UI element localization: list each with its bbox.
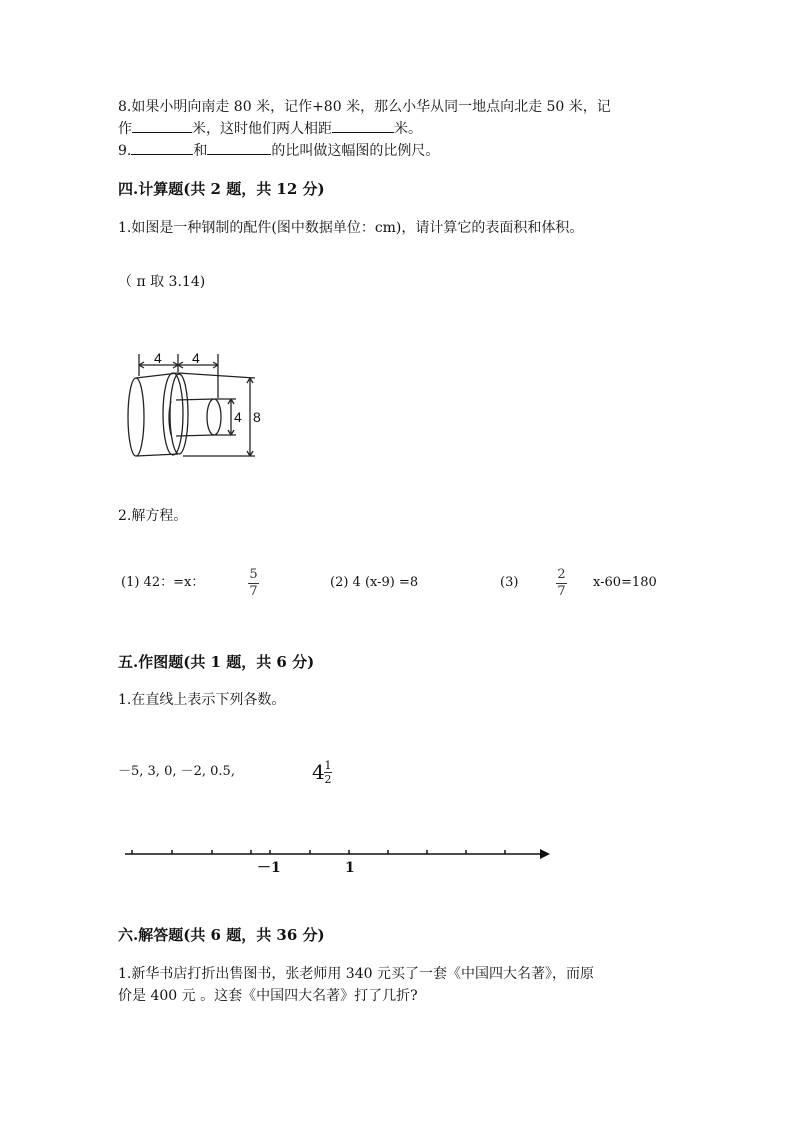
q8-text-c: 米。 [394,121,422,137]
equation-2: (2) 4 (x-9) =8 [330,575,419,590]
equation-3-fraction [556,568,567,599]
number-line[interactable] [120,842,560,882]
section4-q2-text: 2.解方程。 [118,508,188,524]
q8-line2 [118,119,422,139]
eq1-frac-num: 5 [249,567,258,582]
section4-q1-text: 1.如图是一种钢制的配件(图中数据单位：cm)，请计算它的表面积和体积。 [118,220,584,236]
dim-outer-label: 8 [253,409,261,425]
q9-blank-1[interactable] [131,142,193,155]
q9-mid: 和 [193,143,208,159]
mixed-num: 1 [324,759,332,772]
dim-right-label: 4 [192,350,200,366]
equation-3-suffix: x-60=180 [593,575,657,590]
section5-title: 五.作图题(共 1 题，共 6 分) [118,653,315,671]
mixed-number-fraction [324,760,332,785]
mixed-number-whole: 4 [312,760,325,784]
arrow-right-icon [540,849,550,859]
numbers-list: －5, 3, 0, －2, 0.5, [118,764,235,779]
axis-label-neg-one: －1 [257,860,281,876]
q8-blank-1[interactable] [132,120,192,133]
equation-3-prefix: (3) [500,575,519,590]
q9-blank-2[interactable] [207,142,271,155]
q9-num: 9. [118,143,132,159]
dim-inner-label: 4 [234,409,242,425]
section6-q1-line2: 价是 400 元 。这套《中国四大名著》打了几折? [118,988,418,1004]
section5-q1-text: 1.在直线上表示下列各数。 [118,692,286,708]
equation-1: (1) 42：=x： [121,575,205,590]
q8-line1: 8.如果小明向南走 80 米，记作+80 米，那么小华从同一地点向北走 50 米，记 [118,99,611,115]
pi-note: （ π 取 3.14) [118,274,206,290]
equation-1-fraction [248,568,259,599]
q8-text-a: 作 [118,121,132,137]
q9-end: 的比叫做这幅图的比例尺。 [271,143,440,159]
steel-part-figure [118,346,268,461]
q8-blank-2[interactable] [332,120,394,133]
q9-line [118,141,439,161]
section6-q1-line1: 1.新华书店打折出售图书，张老师用 340 元买了一套《中国四大名著》，而原 [118,966,594,982]
q8-text-b: 米，这时他们两人相距 [192,121,332,137]
eq3-frac-den: 7 [557,584,566,599]
axis-label-one: 1 [345,860,355,876]
eq1-frac-den: 7 [249,584,258,599]
mixed-den: 2 [324,773,332,786]
dim-left-label: 4 [154,350,162,366]
section6-title: 六.解答题(共 6 题，共 36 分) [118,926,325,944]
section4-title: 四.计算题(共 2 题，共 12 分) [118,180,325,198]
eq3-frac-num: 2 [557,567,566,582]
